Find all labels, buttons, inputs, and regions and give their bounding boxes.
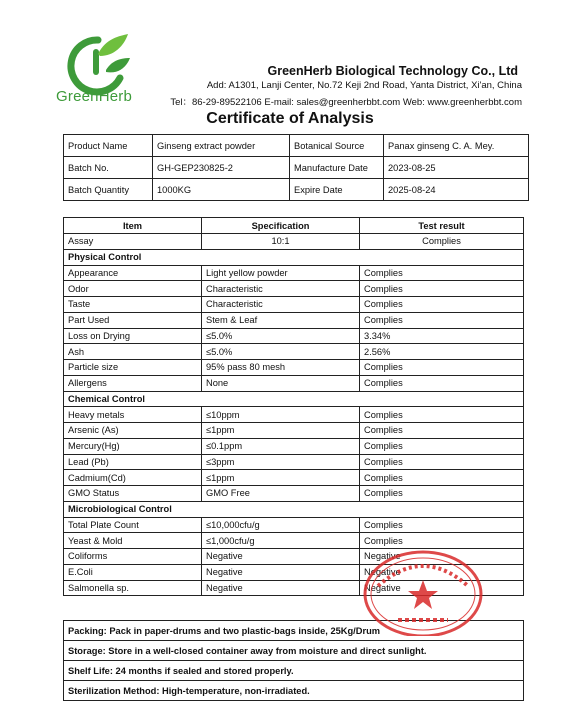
cell-item: Appearance <box>64 265 202 281</box>
cell-specification: ≤10ppm <box>202 407 360 423</box>
table-row <box>64 454 524 470</box>
cell-result: Complies <box>360 297 524 313</box>
specification-table <box>63 217 524 596</box>
table-row <box>64 234 524 250</box>
table-row <box>64 375 524 391</box>
cell-result: Complies <box>360 265 524 281</box>
cell-specification: ≤1ppm <box>202 423 360 439</box>
cell-item: Assay <box>64 234 202 250</box>
table-row <box>64 407 524 423</box>
company-seal-stamp <box>358 546 488 636</box>
botanical-source-label: Botanical Source <box>290 135 384 157</box>
company-name: GreenHerb Biological Technology Co., Ltd <box>267 64 518 78</box>
product-info-table <box>63 134 529 201</box>
batch-quantity-value: 1000KG <box>153 179 290 201</box>
table-row <box>64 360 524 376</box>
cell-specification: ≤0.1ppm <box>202 438 360 454</box>
cell-item: Odor <box>64 281 202 297</box>
table-row <box>64 157 529 179</box>
shelf-life-note: Shelf Life: 24 months if sealed and stored properly. <box>64 661 524 681</box>
cell-specification: None <box>202 375 360 391</box>
packing-note: Packing: Pack in paper-drums and two plastic-bags inside, 25Kg/Drum <box>64 621 524 641</box>
storage-note: Storage: Store in a well-closed container away from moisture and direct sunlight. <box>64 641 524 661</box>
batch-no-label: Batch No. <box>64 157 153 179</box>
cell-item: Taste <box>64 297 202 313</box>
cell-specification: Negative <box>202 549 360 565</box>
batch-no-value: GH-GEP230825-2 <box>153 157 290 179</box>
cell-specification: Negative <box>202 564 360 580</box>
cell-result: Complies <box>360 438 524 454</box>
cell-result: Complies <box>360 234 524 250</box>
cell-result: 3.34% <box>360 328 524 344</box>
table-row <box>64 517 524 533</box>
cell-item: Cadmium(Cd) <box>64 470 202 486</box>
cell-specification: Light yellow powder <box>202 265 360 281</box>
cell-specification: ≤1ppm <box>202 470 360 486</box>
product-name-label: Product Name <box>64 135 153 157</box>
cell-item: Arsenic (As) <box>64 423 202 439</box>
cell-specification: 95% pass 80 mesh <box>202 360 360 376</box>
cell-result: Complies <box>360 312 524 328</box>
cell-specification: Characteristic <box>202 281 360 297</box>
botanical-source-value: Panax ginseng C. A. Mey. <box>384 135 529 157</box>
cell-result: Complies <box>360 454 524 470</box>
cell-item: E.Coli <box>64 564 202 580</box>
cell-result: Complies <box>360 360 524 376</box>
cell-result: Complies <box>360 470 524 486</box>
cell-specification: GMO Free <box>202 486 360 502</box>
table-row <box>64 281 524 297</box>
table-row <box>64 661 524 681</box>
cell-result: Complies <box>360 486 524 502</box>
cell-specification: ≤5.0% <box>202 344 360 360</box>
cell-result: Negative <box>360 564 524 580</box>
cell-item: Ash <box>64 344 202 360</box>
header-test-result: Test result <box>360 218 524 234</box>
section-row <box>64 391 524 407</box>
manufacture-date-value: 2023-08-25 <box>384 157 529 179</box>
manufacture-date-label: Manufacture Date <box>290 157 384 179</box>
cell-item: Lead (Pb) <box>64 454 202 470</box>
cell-specification: ≤5.0% <box>202 328 360 344</box>
expire-date-label: Expire Date <box>290 179 384 201</box>
header-specification: Specification <box>202 218 360 234</box>
table-row <box>64 344 524 360</box>
cell-item: Part Used <box>64 312 202 328</box>
cell-result: Complies <box>360 281 524 297</box>
page-title: Certificate of Analysis <box>206 110 374 127</box>
cell-result: Complies <box>360 375 524 391</box>
logo-text: GreenHerb <box>56 88 133 105</box>
company-address: Add: A1301, Lanji Center, No.72 Keji 2nd Road, Yanta District, Xi'an, China <box>206 80 522 91</box>
table-row <box>64 423 524 439</box>
cell-result: Complies <box>360 423 524 439</box>
cell-specification: ≤10,000cfu/g <box>202 517 360 533</box>
table-row <box>64 312 524 328</box>
table-row <box>64 265 524 281</box>
table-row <box>64 179 529 201</box>
cell-result: Complies <box>360 533 524 549</box>
cell-item: Mercury(Hg) <box>64 438 202 454</box>
section-row <box>64 249 524 265</box>
cell-result: Complies <box>360 407 524 423</box>
cell-item: Yeast & Mold <box>64 533 202 549</box>
cell-specification: ≤1,000cfu/g <box>202 533 360 549</box>
cell-item: Coliforms <box>64 549 202 565</box>
cell-result: Negative <box>360 580 524 596</box>
cell-item: Salmonella sp. <box>64 580 202 596</box>
table-row <box>64 641 524 661</box>
cell-item: Particle size <box>64 360 202 376</box>
cell-result: 2.56% <box>360 344 524 360</box>
cell-specification: 10:1 <box>202 234 360 250</box>
section-title: Microbiological Control <box>64 501 524 517</box>
cell-specification: Characteristic <box>202 297 360 313</box>
section-title: Physical Control <box>64 249 524 265</box>
company-contact: Tel：86-29-89522106 E-mail: sales@greenherbbt.com Web: www.greenherbbt.com <box>170 97 522 108</box>
table-row <box>64 470 524 486</box>
cell-specification: ≤3ppm <box>202 454 360 470</box>
table-row <box>64 681 524 701</box>
cell-item: Total Plate Count <box>64 517 202 533</box>
section-title: Chemical Control <box>64 391 524 407</box>
product-name-value: Ginseng extract powder <box>153 135 290 157</box>
table-row <box>64 297 524 313</box>
cell-item: Loss on Drying <box>64 328 202 344</box>
cell-item: Allergens <box>64 375 202 391</box>
header-item: Item <box>64 218 202 234</box>
expire-date-value: 2025-08-24 <box>384 179 529 201</box>
table-row <box>64 328 524 344</box>
cell-specification: Negative <box>202 580 360 596</box>
table-header-row <box>64 218 524 234</box>
batch-quantity-label: Batch Quantity <box>64 179 153 201</box>
cell-result: Negative <box>360 549 524 565</box>
cell-item: GMO Status <box>64 486 202 502</box>
table-row <box>64 438 524 454</box>
section-row <box>64 501 524 517</box>
sterilization-note: Sterilization Method: High-temperature, non-irradiated. <box>64 681 524 701</box>
table-row <box>64 486 524 502</box>
cell-specification: Stem & Leaf <box>202 312 360 328</box>
cell-item: Heavy metals <box>64 407 202 423</box>
table-row <box>64 135 529 157</box>
cell-result: Complies <box>360 517 524 533</box>
